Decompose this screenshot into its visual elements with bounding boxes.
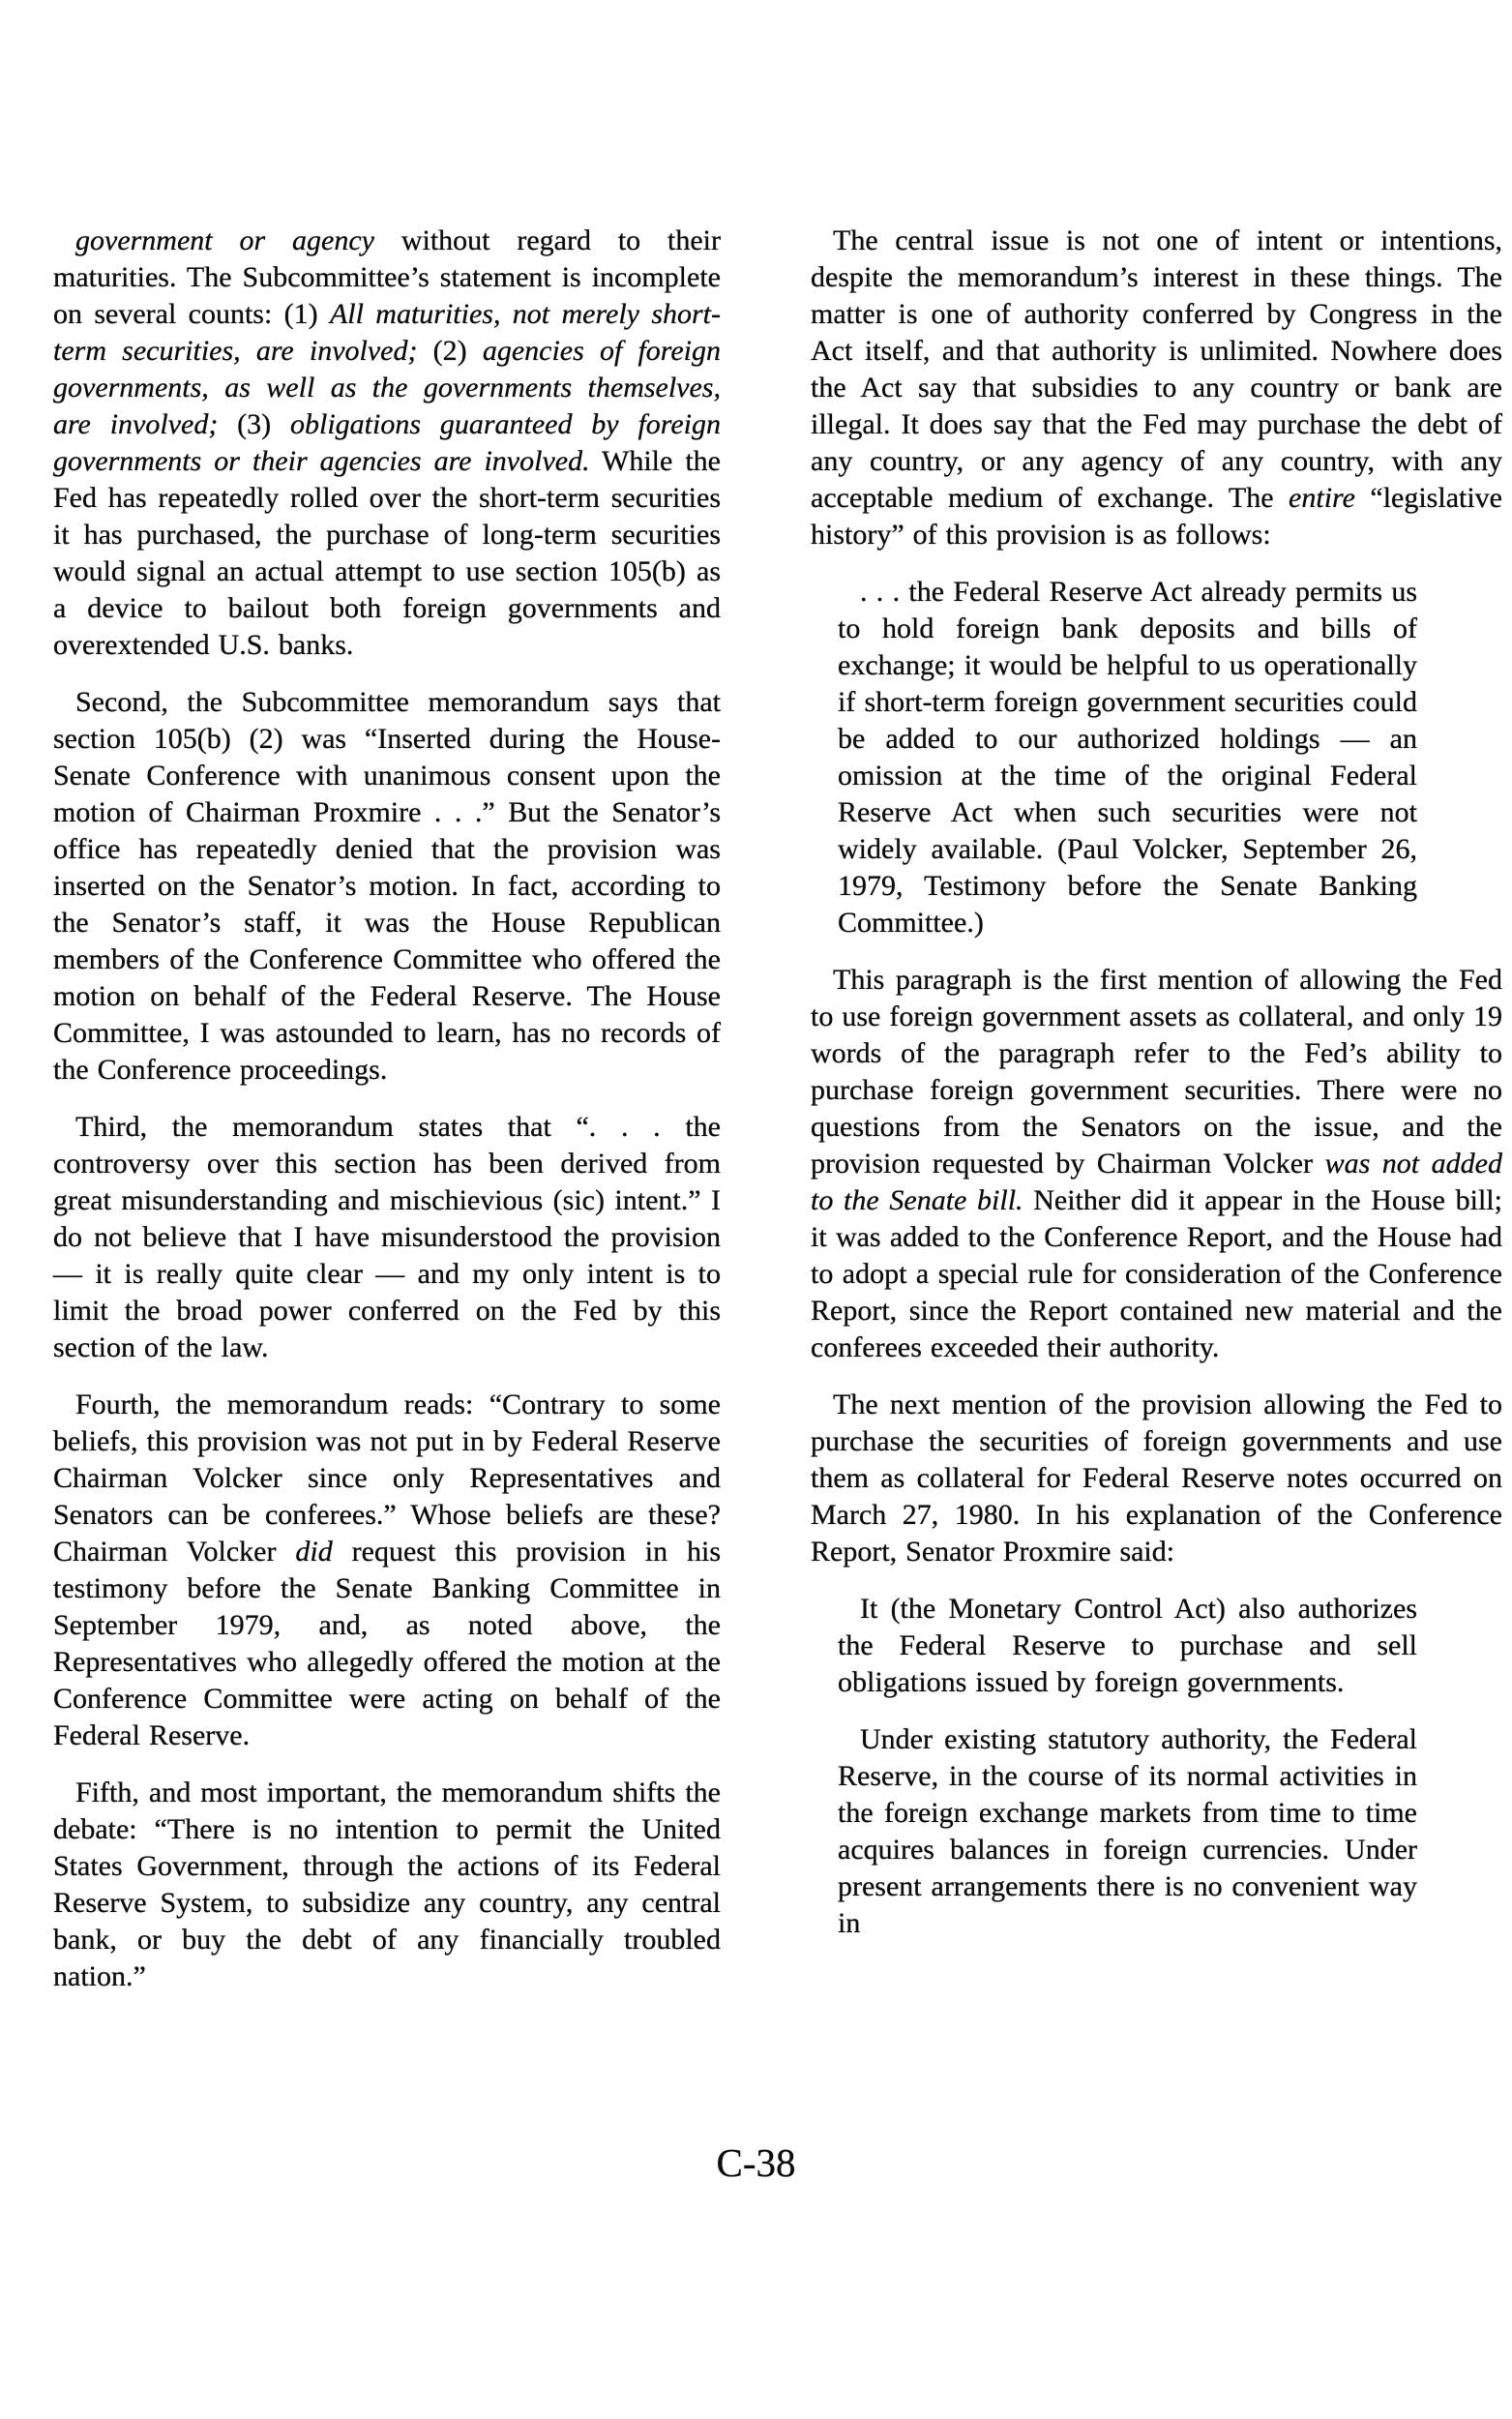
italic-text-run: All maturities, not merely short-term securities, are involved; xyxy=(53,298,721,367)
text-run: This paragraph is the first mention of allowing the Fed to use foreign government assets as collateral, and only 19 words of the paragraph refer to the Fed’s ability to purchase foreign government securities. There were no questions from the Senators on the issue, and the provision requested by Chairman Volcker xyxy=(811,964,1502,1180)
text-run: Second, the Subcommittee memorandum says that section 105(b) (2) was “Inserted during the House-Senate Conference with unanimous consent upon the motion of Chairman Proxmire . . .” But the Senator’s office has repeatedly denied that the provision was inserted on the Senator’s motion. In fact, according to the Senator’s staff, it was the House Republican members of the Conference Committee who offered the motion on behalf of the Federal Reserve. The House Committee, I was astounded to learn, has no records of the Conference proceedings. xyxy=(53,686,721,1086)
blockquote-paragraph xyxy=(838,1721,1417,1942)
body-paragraph xyxy=(53,1387,721,1754)
text-run: The next mention of the provision allowing the Fed to purchase the securities of foreign governments and use them as collateral for Federal Reserve notes occurred on March 27, 1980. In his explanation of the Conference Report, Senator Proxmire said: xyxy=(811,1389,1502,1568)
body-paragraph xyxy=(811,1387,1502,1570)
body-paragraph xyxy=(53,1109,721,1366)
body-paragraph xyxy=(811,962,1502,1366)
italic-text-run: agencies of foreign governments, as well as the governments themselves, are involved; xyxy=(53,335,722,440)
text-run: The central issue is not one of intent or intentions, despite the memorandum’s interest in these things. The matter is one of authority conferred by Congress in the Act itself, and that authority is unlimited. Nowhere does the Act say that subsidies to any country or bank are illegal. It does say that the Fed may purchase the debt of any country, or any agency of any country, with any acceptable medium of exchange. The xyxy=(811,224,1502,514)
left-column xyxy=(53,223,721,1995)
text-run: Under existing statutory authority, the Federal Reserve, in the course of its normal activities in the foreign exchange markets from time to time acquires balances in foreign currencies. Under present arrangements there is no convenient way in xyxy=(838,1723,1417,1939)
italic-text-run: did xyxy=(295,1536,333,1568)
text-run: request this provision in his testimony before the Senate Banking Committee in September 1979, and, as noted above, the Representatives who allegedly offered the motion at the Conference Committee were acting on behalf of the Federal Reserve. xyxy=(53,1536,722,1751)
text-run: “legislative history” of this provision is as follows: xyxy=(811,482,1502,551)
text-run: Fourth, the memorandum reads: “Contrary to some beliefs, this provision was not put in by Federal Reserve Chairman Volcker since only Representatives and Senators can be conferees.” Whose beliefs are these? Chairman Volcker xyxy=(53,1389,721,1568)
body-paragraph xyxy=(53,684,721,1089)
italic-text-run: was not added to the Senate bill. xyxy=(811,1148,1503,1216)
text-run: (2) xyxy=(417,335,483,367)
page-number: C-38 xyxy=(716,2140,796,2185)
italic-text-run: obligations guaranteed by foreign governments or their agencies are involved. xyxy=(53,408,722,477)
text-run: Third, the memorandum states that “. . . the controversy over this section has been derived from great misunderstanding and mischievious (sic) intent.” I do not believe that I have misunderstood the provision — it is really quite clear — and my only intent is to limit the broad power conferred on the Fed by this section of the law. xyxy=(53,1111,721,1363)
text-run: without regard to their maturities. The Subcommittee’s statement is incomplete on several counts: (1) xyxy=(53,224,721,330)
text-run: (3) xyxy=(218,408,290,440)
text-run: Fifth, and most important, the memorandum shifts the debate: “There is no intention to permit the United States Government, through the actions of its Federal Reserve System, to subsidize any country, any central bank, or buy the debt of any financially troubled nation.” xyxy=(53,1777,721,1992)
blockquote-paragraph xyxy=(838,574,1417,941)
right-column xyxy=(811,223,1502,1995)
text-run: While the Fed has repeatedly rolled over the short-term securities it has purchased, the purchase of long-term securities would signal an actual attempt to use section 105(b) as a device to bailout both foreign governments and overextended U.S. banks. xyxy=(53,445,721,661)
two-column-text-area xyxy=(53,223,1502,1995)
body-paragraph xyxy=(811,223,1502,553)
italic-text-run: government or agency xyxy=(75,224,374,256)
italic-text-run: entire xyxy=(1289,482,1355,514)
text-run: Neither did it appear in the House bill; it was added to the Conference Report, and the House had to adopt a special rule for consideration of the Conference Report, since the Report contained new material and the conferees exceeded their authority. xyxy=(811,1184,1502,1363)
blockquote-paragraph xyxy=(838,1591,1417,1701)
text-run: It (the Monetary Control Act) also authorizes the Federal Reserve to purchase and sell obligations issued by foreign governments. xyxy=(838,1593,1417,1698)
text-run: . . . the Federal Reserve Act already permits us to hold foreign bank deposits and bills of exchange; it would be helpful to us operationally if short-term foreign government securities could be added to our authorized holdings — an omission at the time of the original Federal Reserve Act when such securities were not widely available. (Paul Volcker, September 26, 1979, Testimony before the Senate Banking Committee.) xyxy=(838,576,1417,939)
body-paragraph xyxy=(53,1775,721,1995)
body-paragraph xyxy=(53,223,721,664)
